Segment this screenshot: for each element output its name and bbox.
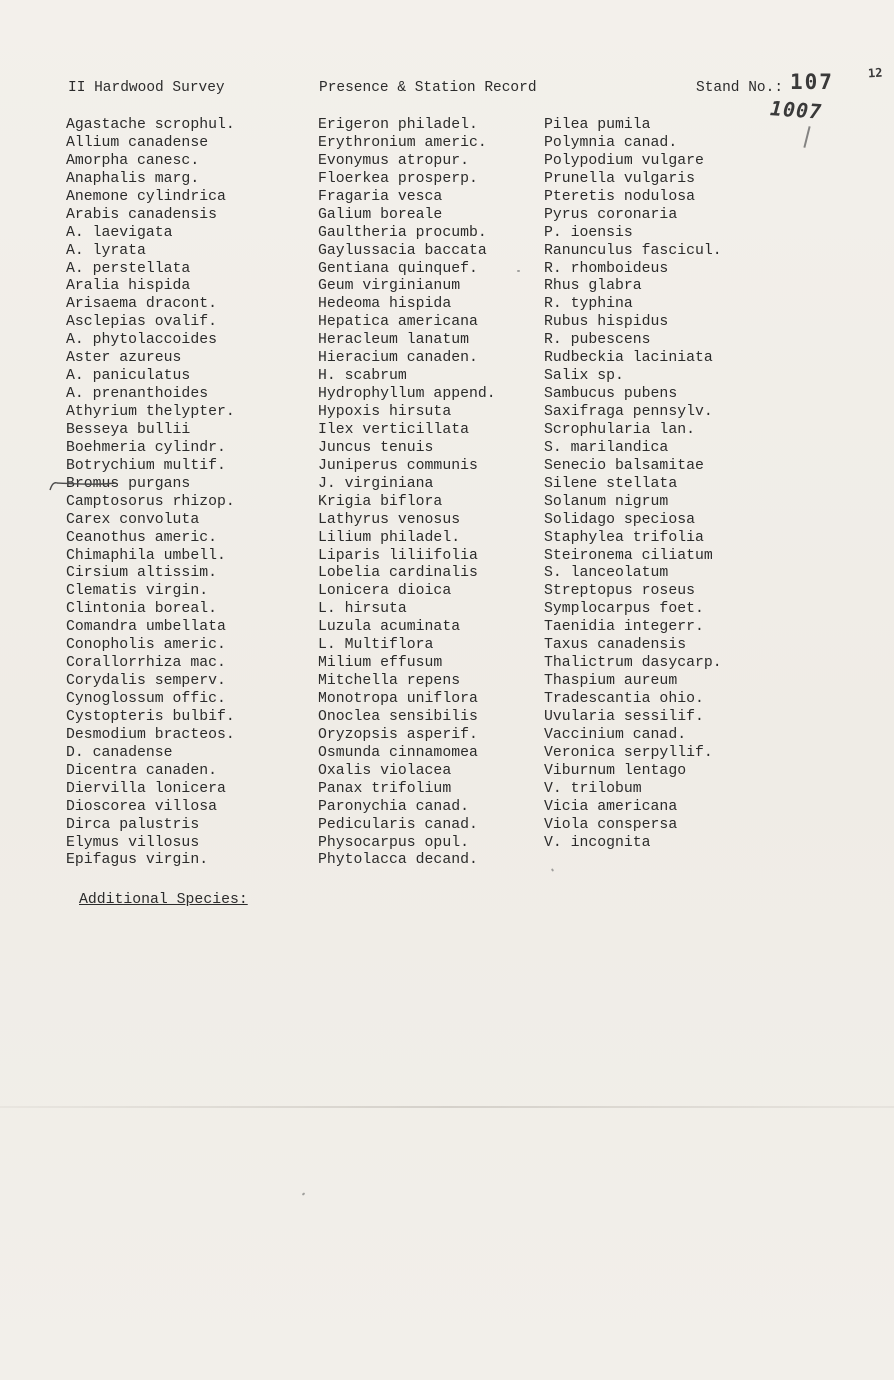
species-entry: Paronychia canad.: [318, 798, 469, 815]
species-column-1: [66, 117, 235, 870]
species-entry: Thalictrum dasycarp.: [544, 655, 722, 672]
species-entry: Pilea pumila: [544, 117, 651, 133]
species-entry: Polymnia canad.: [544, 134, 678, 151]
species-entry: Arisaema dracont.: [66, 296, 217, 313]
species-entry: A. paniculatus: [66, 368, 191, 385]
species-entry: Taenidia integerr.: [544, 619, 704, 636]
species-entry: Tradescantia ohio.: [544, 691, 704, 707]
species-entry: Mitchella repens: [318, 673, 461, 690]
stand-label: Stand No.:: [696, 80, 784, 96]
species-entry: Gaultheria procumb.: [318, 224, 487, 241]
species-entry: Saxifraga pennsylv.: [544, 404, 713, 420]
species-entry: Fragaria vesca: [318, 188, 443, 205]
species-entry: Phytolacca decand.: [318, 852, 478, 869]
species-entry: Gaylussacia baccata: [318, 242, 487, 259]
paper-speck: [551, 868, 554, 872]
species-entry: Senecio balsamitae: [544, 457, 704, 474]
additional-species-label: Additional Species:: [79, 892, 248, 908]
stand-number-corner: 12: [867, 65, 883, 81]
species-entry: Heracleum lanatum: [318, 332, 469, 349]
species-entry: Arabis canadensis: [66, 206, 217, 223]
species-entry: Hypoxis hirsuta: [318, 404, 452, 420]
species-entry: Floerkea prosperp.: [318, 170, 478, 187]
paper-speck: [517, 270, 520, 272]
species-entry: Pedicularis canad.: [318, 816, 478, 833]
species-entry: Hepatica americana: [318, 314, 478, 331]
species-entry: Gentiana quinquef.: [318, 260, 478, 277]
species-entry: Erigeron philadel.: [318, 117, 478, 133]
species-entry: Steironema ciliatum: [544, 547, 713, 564]
species-entry: P. ioensis: [544, 224, 633, 241]
species-entry: Corydalis semperv.: [66, 673, 226, 690]
species-entry: A. phytolaccoides: [66, 332, 217, 349]
species-entry: Pyrus coronaria: [544, 206, 678, 223]
species-entry: Thaspium aureum: [544, 673, 678, 690]
species-entry: Pteretis nodulosa: [544, 188, 695, 205]
species-entry: Juniperus communis: [318, 457, 478, 474]
species-entry: A. prenanthoides: [66, 386, 209, 403]
species-entry: Krigia biflora: [318, 493, 443, 510]
species-entry: Aralia hispida: [66, 278, 191, 295]
species-entry: Geum virginianum: [318, 278, 461, 295]
species-entry: Staphylea trifolia: [544, 529, 704, 546]
species-entry: Bromus purgans: [66, 475, 191, 492]
species-entry: Anemone cylindrica: [66, 188, 226, 205]
species-entry: Silene stellata: [544, 475, 678, 492]
paper-fold-line: [0, 1106, 894, 1108]
species-entry: Salix sp.: [544, 368, 624, 385]
species-entry: Vaccinium canad.: [544, 726, 687, 743]
species-entry: Corallorrhiza mac.: [66, 655, 226, 672]
check-mark-icon: [48, 478, 118, 492]
species-entry: Anaphalis marg.: [66, 170, 200, 187]
species-entry: A. laevigata: [66, 224, 173, 241]
species-entry: Clematis virgin.: [66, 583, 209, 600]
species-entry: D. canadense: [66, 744, 173, 761]
species-entry: Solanum nigrum: [544, 493, 669, 510]
species-entry: R. typhina: [544, 296, 633, 313]
species-entry: Polypodium vulgare: [544, 152, 704, 169]
species-entry: Boehmeria cylindr.: [66, 439, 226, 456]
species-entry: Juncus tenuis: [318, 439, 434, 456]
species-entry: Epifagus virgin.: [66, 852, 209, 869]
species-entry: J. virginiana: [318, 475, 434, 492]
species-entry: Dirca palustris: [66, 816, 200, 833]
species-entry: Taxus canadensis: [544, 637, 687, 654]
species-entry: Solidago speciosa: [544, 511, 695, 528]
species-entry: Allium canadense: [66, 134, 209, 151]
species-entry: Viburnum lentago: [544, 762, 687, 779]
species-entry: V. incognita: [544, 834, 651, 851]
species-entry: S. marilandica: [544, 439, 669, 456]
species-entry: Evonymus atropur.: [318, 152, 469, 169]
species-entry: Sambucus pubens: [544, 386, 678, 403]
species-entry: Scrophularia lan.: [544, 421, 695, 438]
species-entry: Botrychium multif.: [66, 457, 226, 474]
species-entry: Onoclea sensibilis: [318, 708, 478, 725]
species-column-3: [544, 117, 722, 852]
species-entry: Viola conspersa: [544, 816, 678, 833]
species-entry: Conopholis americ.: [66, 637, 226, 654]
species-entry: Chimaphila umbell.: [66, 547, 226, 564]
species-entry: Uvularia sessilif.: [544, 708, 704, 725]
species-entry: Veronica serpyllif.: [544, 744, 713, 761]
species-entry: Streptopus roseus: [544, 583, 695, 600]
species-entry: Dioscorea villosa: [66, 798, 217, 815]
species-entry: Erythronium americ.: [318, 134, 487, 151]
species-entry: Hieracium canaden.: [318, 350, 478, 367]
species-entry: Ceanothus americ.: [66, 529, 217, 546]
species-entry: Physocarpus opul.: [318, 834, 469, 851]
species-entry: Cirsium altissim.: [66, 565, 217, 582]
pen-tick-mark: [803, 126, 810, 148]
species-entry: Milium effusum: [318, 655, 443, 672]
species-entry: Besseya bullii: [66, 421, 191, 438]
species-entry: R. pubescens: [544, 332, 651, 349]
species-entry: A. lyrata: [66, 242, 146, 259]
species-entry: Luzula acuminata: [318, 619, 461, 636]
species-entry: Osmunda cinnamomea: [318, 744, 478, 761]
species-entry: Ilex verticillata: [318, 421, 469, 438]
species-entry: Cynoglossum offic.: [66, 691, 226, 707]
species-entry: Clintonia boreal.: [66, 601, 217, 618]
species-entry: A. perstellata: [66, 260, 191, 277]
species-entry: Hedeoma hispida: [318, 296, 452, 313]
species-entry: Oryzopsis asperif.: [318, 726, 478, 743]
species-entry: Lathyrus venosus: [318, 511, 461, 528]
species-entry: Lilium philadel.: [318, 529, 461, 546]
species-entry: Liparis liliifolia: [318, 547, 478, 564]
paper-speck: [302, 1192, 306, 1195]
species-entry: Ranunculus fascicul.: [544, 242, 722, 259]
stand-number-handwritten: 1007: [769, 96, 823, 124]
species-entry: H. scabrum: [318, 368, 407, 385]
species-entry: Cystopteris bulbif.: [66, 708, 235, 725]
species-entry: Agastache scrophul.: [66, 117, 235, 133]
species-entry: Aster azureus: [66, 350, 182, 367]
species-entry: L. hirsuta: [318, 601, 407, 618]
species-entry: Elymus villosus: [66, 834, 200, 851]
species-entry: R. rhomboideus: [544, 260, 669, 277]
species-entry: Comandra umbellata: [66, 619, 226, 636]
species-entry: Hydrophyllum append.: [318, 386, 496, 403]
species-column-2: [318, 117, 496, 870]
species-entry: Diervilla lonicera: [66, 780, 226, 797]
species-entry: Amorpha canesc.: [66, 152, 200, 169]
species-entry: L. Multiflora: [318, 637, 434, 654]
species-entry: Desmodium bracteos.: [66, 726, 235, 743]
species-entry: Rhus glabra: [544, 278, 642, 295]
species-entry: Dicentra canaden.: [66, 762, 217, 779]
species-entry: S. lanceolatum: [544, 565, 669, 582]
species-entry: Athyrium thelypter.: [66, 404, 235, 420]
species-entry: Galium boreale: [318, 206, 443, 223]
species-entry: Rudbeckia laciniata: [544, 350, 713, 367]
species-entry: Vicia americana: [544, 798, 678, 815]
species-entry: Lonicera dioica: [318, 583, 452, 600]
species-entry: Prunella vulgaris: [544, 170, 695, 187]
record-title: Presence & Station Record: [319, 80, 537, 96]
species-entry: Carex convoluta: [66, 511, 200, 528]
stand-number-stamp: 107: [790, 70, 834, 94]
species-entry: Oxalis violacea: [318, 762, 452, 779]
species-entry: Asclepias ovalif.: [66, 314, 217, 331]
species-entry: Monotropa uniflora: [318, 691, 478, 707]
species-entry: Symplocarpus foet.: [544, 601, 704, 618]
species-entry: Rubus hispidus: [544, 314, 669, 331]
species-entry: V. trilobum: [544, 780, 642, 797]
survey-title: II Hardwood Survey: [68, 80, 225, 96]
species-entry: Panax trifolium: [318, 780, 452, 797]
species-entry: Camptosorus rhizop.: [66, 493, 235, 510]
species-entry: Lobelia cardinalis: [318, 565, 478, 582]
